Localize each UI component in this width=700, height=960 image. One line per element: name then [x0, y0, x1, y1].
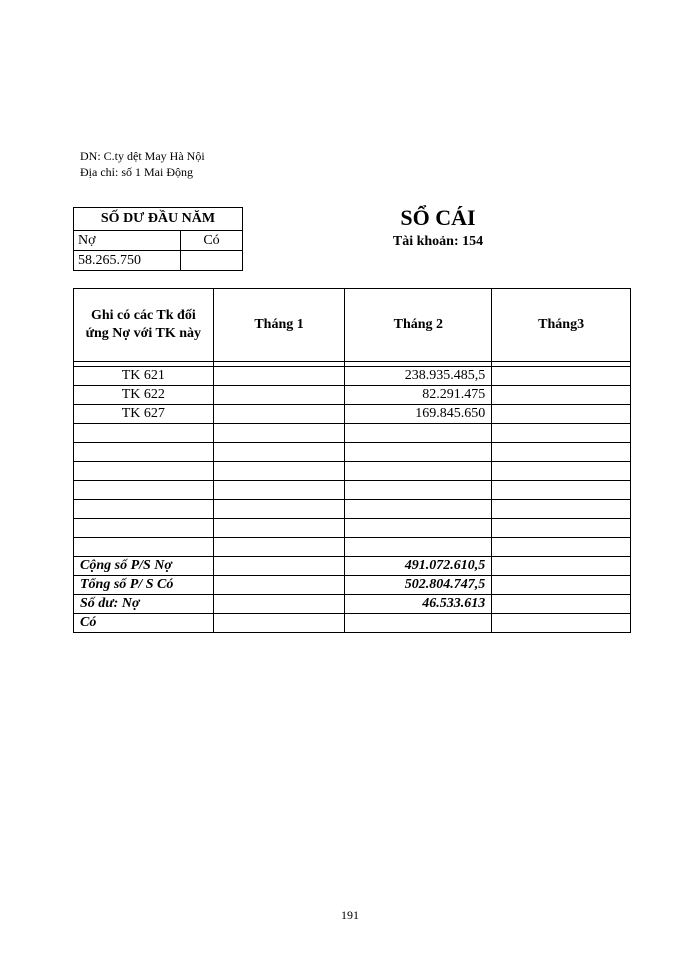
cell-month-2 — [345, 481, 492, 500]
summary-row-balance-debit — [74, 595, 631, 614]
company-info — [80, 148, 205, 180]
summary-month-3 — [492, 576, 631, 595]
summary-month-3 — [492, 557, 631, 576]
ledger-header-row — [74, 289, 631, 362]
cell-account — [74, 538, 214, 557]
cell-month-2 — [345, 443, 492, 462]
summary-row-total-credit — [74, 576, 631, 595]
header-contra-account: Ghi có các Tk đối ứng Nợ với TK này — [74, 289, 214, 362]
cell-month-2 — [345, 462, 492, 481]
summary-label: Cộng số P/S Nợ — [74, 557, 214, 576]
table-row — [74, 462, 631, 481]
header-month-3: Tháng3 — [492, 289, 631, 362]
cell-account — [74, 462, 214, 481]
summary-month-1 — [213, 595, 345, 614]
summary-month-3 — [492, 595, 631, 614]
cell-account: TK 622 — [74, 386, 214, 405]
summary-label: Số dư: Nợ — [74, 595, 214, 614]
summary-month-1 — [213, 576, 345, 595]
cell-month-3 — [492, 443, 631, 462]
opening-credit-label: Có — [181, 231, 243, 251]
cell-month-1 — [213, 519, 345, 538]
ledger-title-block — [340, 204, 536, 252]
cell-month-1 — [213, 462, 345, 481]
cell-account: TK 627 — [74, 405, 214, 424]
ledger-title: SỔ CÁI — [400, 205, 476, 230]
opening-credit-value — [181, 251, 243, 271]
summary-label: Tổng số P/ S Có — [74, 576, 214, 595]
cell-month-3 — [492, 367, 631, 386]
table-row — [74, 481, 631, 500]
cell-month-2: 169.845.650 — [345, 405, 492, 424]
cell-month-2 — [345, 424, 492, 443]
summary-label: Có — [74, 614, 214, 633]
summary-month-1 — [213, 557, 345, 576]
cell-month-2 — [345, 500, 492, 519]
header-month-2: Tháng 2 — [345, 289, 492, 362]
ledger-table — [73, 288, 631, 633]
cell-month-3 — [492, 481, 631, 500]
summary-row-total-debit — [74, 557, 631, 576]
cell-month-3 — [492, 538, 631, 557]
cell-month-1 — [213, 424, 345, 443]
page-number: 191 — [341, 908, 359, 922]
cell-month-3 — [492, 405, 631, 424]
table-row — [74, 405, 631, 424]
summary-month-2 — [345, 614, 492, 633]
summary-month-2: 502.804.747,5 — [345, 576, 492, 595]
cell-account — [74, 500, 214, 519]
table-row — [74, 500, 631, 519]
company-name: DN: C.ty dệt May Hà Nội — [80, 149, 205, 163]
cell-month-1 — [213, 481, 345, 500]
cell-month-3 — [492, 500, 631, 519]
cell-month-3 — [492, 386, 631, 405]
summary-month-2: 491.072.610,5 — [345, 557, 492, 576]
table-row — [74, 367, 631, 386]
cell-account — [74, 424, 214, 443]
cell-month-1 — [213, 500, 345, 519]
summary-month-3 — [492, 614, 631, 633]
cell-month-1 — [213, 405, 345, 424]
cell-month-2: 82.291.475 — [345, 386, 492, 405]
opening-balance-header: SỐ DƯ ĐẦU NĂM — [74, 208, 243, 231]
summary-month-1 — [213, 614, 345, 633]
cell-account: TK 621 — [74, 367, 214, 386]
opening-debit-value: 58.265.750 — [74, 251, 181, 271]
cell-month-3 — [492, 519, 631, 538]
opening-balance-table — [73, 207, 243, 271]
header-month-1: Tháng 1 — [213, 289, 345, 362]
cell-month-2: 238.935.485,5 — [345, 367, 492, 386]
table-row — [74, 519, 631, 538]
opening-debit-label: Nợ — [74, 231, 181, 251]
cell-month-2 — [345, 538, 492, 557]
summary-month-2: 46.533.613 — [345, 595, 492, 614]
company-address: Địa chỉ: số 1 Mai Động — [80, 165, 193, 179]
table-row — [74, 538, 631, 557]
ledger-account: Tài khoản: 154 — [392, 234, 484, 249]
summary-row-balance-credit — [74, 614, 631, 633]
cell-account — [74, 519, 214, 538]
cell-month-1 — [213, 386, 345, 405]
table-row — [74, 443, 631, 462]
cell-month-2 — [345, 519, 492, 538]
table-row — [74, 424, 631, 443]
cell-account — [74, 443, 214, 462]
cell-month-3 — [492, 424, 631, 443]
table-row — [74, 386, 631, 405]
cell-month-1 — [213, 367, 345, 386]
cell-month-1 — [213, 538, 345, 557]
cell-month-3 — [492, 462, 631, 481]
cell-account — [74, 481, 214, 500]
cell-month-1 — [213, 443, 345, 462]
